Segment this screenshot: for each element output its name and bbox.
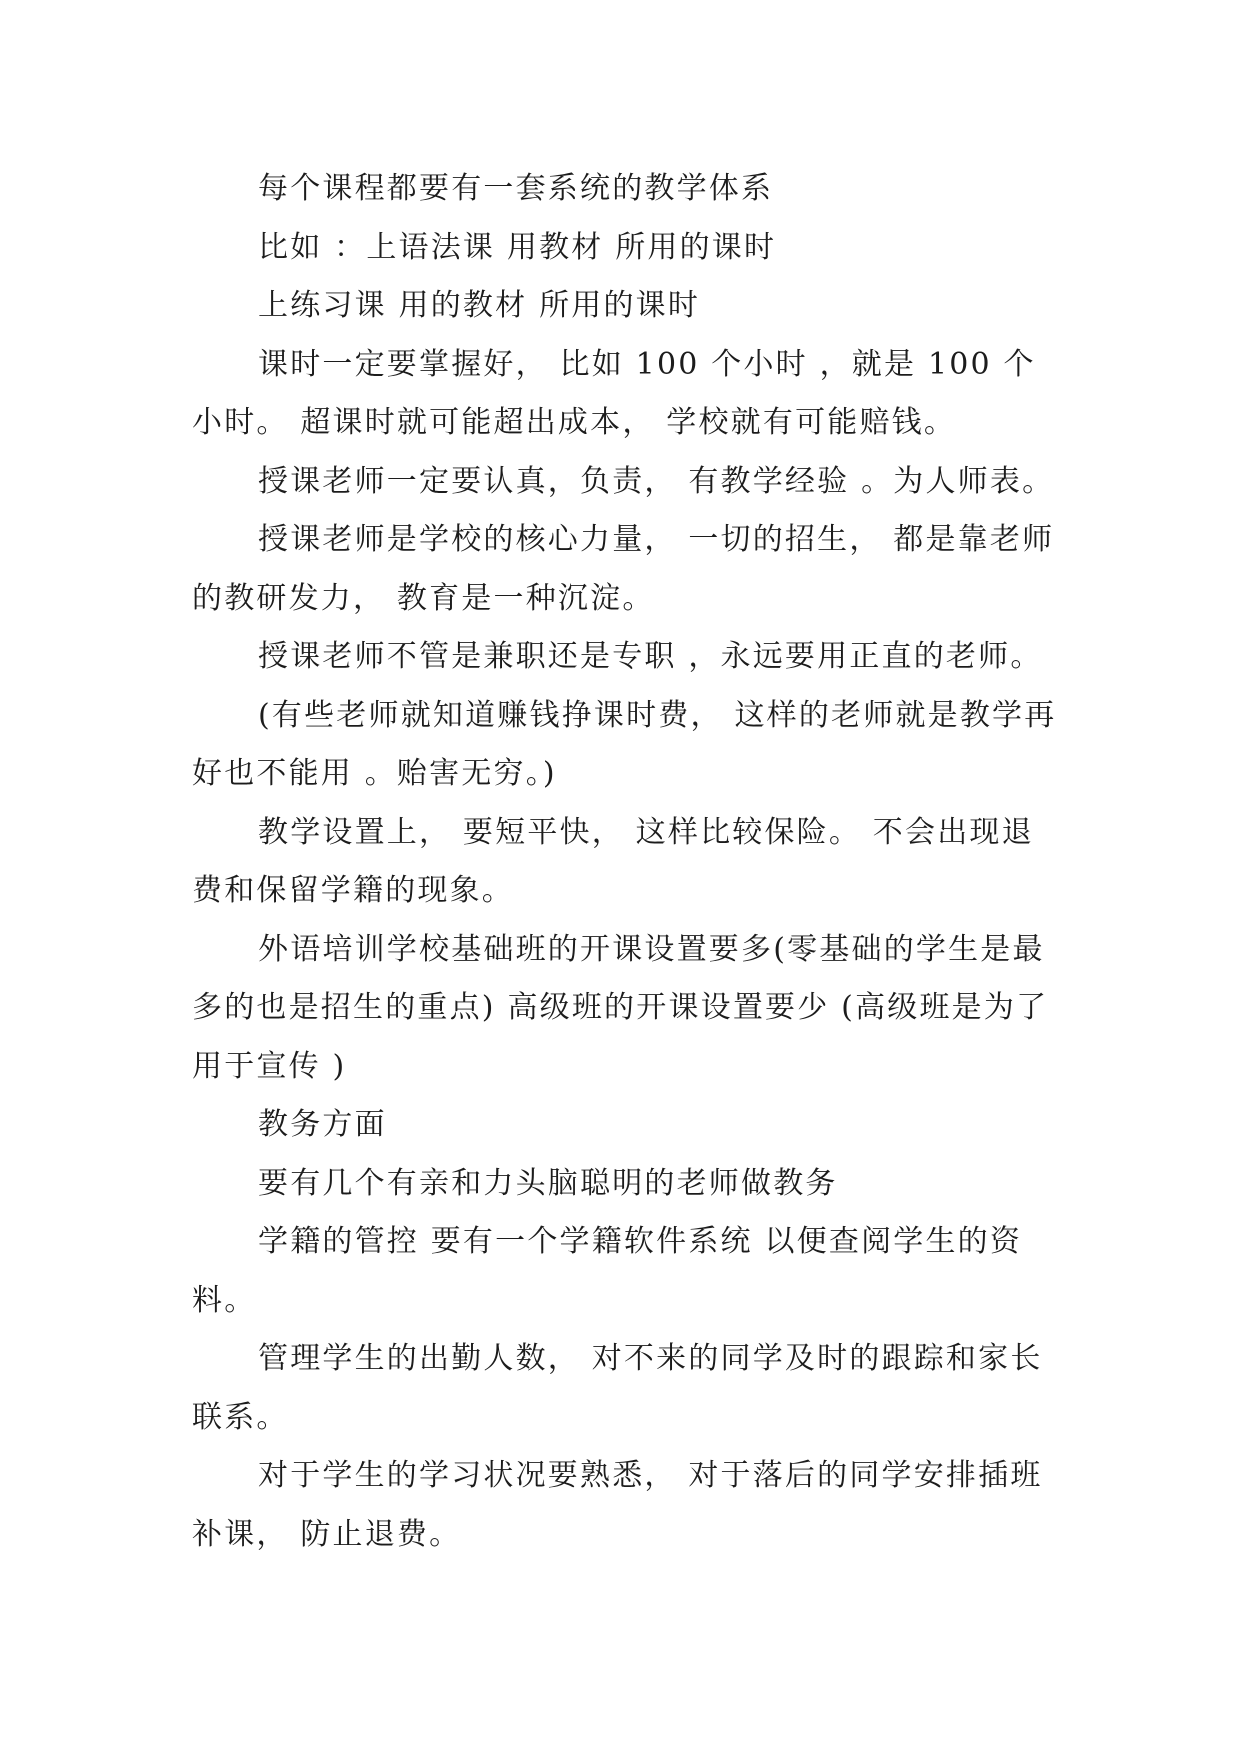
paragraph: 学籍的管控 要有一个学籍软件系统 以便查阅学生的资料。 xyxy=(192,1224,1023,1318)
paragraph: 教学设置上， 要短平快， 这样比较保险。 不会出现退费和保留学籍的现象。 xyxy=(192,814,1034,908)
paragraph: 课时一定要掌握好， 比如 100 个小时 ，就是 100 个小时。 超课时就可能超出成本， 学校就有可能赔钱。 xyxy=(192,346,1036,440)
paragraph: 比如 ：上语法课 用教材 所用的课时 xyxy=(258,229,777,265)
paragraph: 上练习课 用的教材 所用的课时 xyxy=(258,288,701,323)
paragraph: 授课老师一定要认真，负责， 有教学经验 。为人师表。 xyxy=(258,463,1055,499)
paragraph: 每个课程都要有一套系统的教学体系 xyxy=(258,171,774,206)
paragraph: 要有几个有亲和力头脑聪明的老师做教务 xyxy=(258,1165,838,1201)
paragraph: 授课老师不管是兼职还是专职 ，永远要用正直的老师。 xyxy=(258,639,1043,674)
paragraph: 教务方面 xyxy=(258,1107,387,1142)
document-body xyxy=(192,160,1058,1564)
paragraph: (有些老师就知道赚钱挣课时费， 这样的老师就是教学再好也不能用 。贻害无穷。) xyxy=(192,697,1057,791)
paragraph: 对于学生的学习状况要熟悉， 对于落后的同学安排插班补课， 防止退费。 xyxy=(192,1458,1043,1552)
paragraph: 授课老师是学校的核心力量， 一切的招生， 都是靠老师的教研发力， 教育是一种沉淀。 xyxy=(192,522,1055,616)
paragraph: 外语培训学校基础班的开课设置要多(零基础的学生是最多的也是招生的重点) 高级班的开课设置要少 (高级班是为了用于宣传 ) xyxy=(192,931,1049,1084)
paragraph: 管理学生的出勤人数， 对不来的同学及时的跟踪和家长联系。 xyxy=(192,1341,1043,1435)
